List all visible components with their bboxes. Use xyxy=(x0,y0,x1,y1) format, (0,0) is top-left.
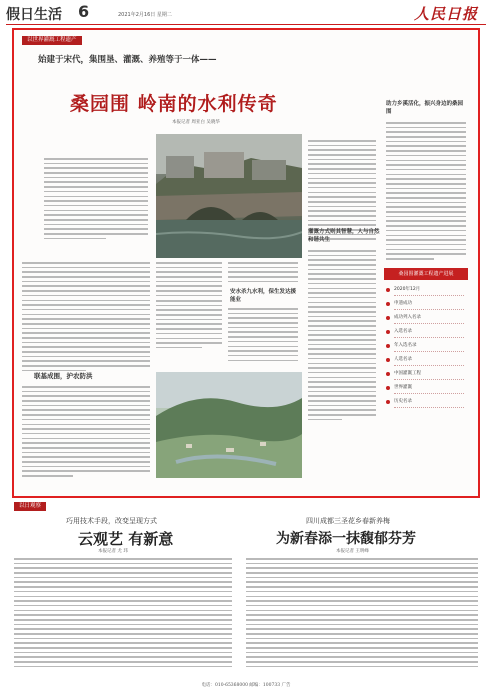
timeline-item: 成功列入名录 xyxy=(394,312,464,324)
timeline-item: 申遗成功 xyxy=(394,298,464,310)
timeline-dot xyxy=(386,400,390,404)
date-line: 2021年2月16日 星期二 xyxy=(118,12,172,18)
column-1-subhead: 联基成围，护农防洪 xyxy=(34,372,93,380)
column-4-text xyxy=(386,122,466,263)
timeline-item: 历史名录 xyxy=(394,396,464,408)
column-2-subhead: 安水杀九水利，保生发达援能业 xyxy=(230,289,297,303)
section-name: 假日生活 xyxy=(6,7,62,23)
lower-right-byline: 本报记者 王明峰 xyxy=(336,549,369,554)
column-2-text xyxy=(156,262,222,300)
main-photo xyxy=(156,134,302,258)
landscape-illustration xyxy=(156,372,302,478)
timeline-item: 年入选名录 xyxy=(394,340,464,352)
timeline-dot xyxy=(386,358,390,362)
header-rule xyxy=(6,24,486,25)
lower-left-subtitle: 巧用技术手段，改变呈现方式 xyxy=(66,517,157,525)
lower-left-title: 云观艺 有新意 xyxy=(78,530,174,548)
bridge-illustration xyxy=(156,134,302,258)
feature-title: 桑园围 岭南的水利传奇 xyxy=(70,93,278,115)
timeline-dot xyxy=(386,372,390,376)
column-4-subhead: 助力乡溪活化，振兴身边的桑园围 xyxy=(386,101,464,115)
column-3b-text xyxy=(308,250,376,423)
timeline-dot xyxy=(386,386,390,390)
timeline-title: 桑园围灌溉工程遗产进展 xyxy=(384,268,468,280)
aerial-photo xyxy=(156,372,302,478)
timeline-dot xyxy=(386,288,390,292)
timeline-item: 中国灌溉工程 xyxy=(394,368,464,380)
intro-paragraph xyxy=(44,158,148,242)
page-number: 6 xyxy=(78,2,90,21)
timeline-dot xyxy=(386,302,390,306)
newspaper-logo: 人民日报 xyxy=(413,5,478,23)
lower-left-text xyxy=(14,558,232,671)
timeline-item: 人选名录 xyxy=(394,354,464,366)
timeline-dot xyxy=(386,316,390,320)
lower-kicker: 以日观察 xyxy=(14,502,46,511)
lower-right-title: 为新春添一抹馥郁芬芳 xyxy=(276,531,416,547)
column-1-text-b xyxy=(22,386,150,480)
lower-right-text xyxy=(246,558,478,671)
column-2c-text xyxy=(228,308,298,364)
feature-kicker: 以世界灌溉工程遗产 xyxy=(22,36,82,45)
feature-subtitle: 始建于宋代，集围垦、灌溉、养殖等于一体—— xyxy=(38,55,217,65)
column-1-text xyxy=(22,262,150,375)
feature-byline: 本报记者 周亚白 吴晓华 xyxy=(172,120,220,125)
timeline-item: 入选名录 xyxy=(394,326,464,338)
timeline-dot xyxy=(386,330,390,334)
timeline-dot xyxy=(386,344,390,348)
lower-right-subtitle: 四川成都三圣花乡春新养梅 xyxy=(306,517,390,525)
timeline-item: 世界灌溉 xyxy=(394,382,464,394)
column-3-subhead: 灌溉方式则其智慧，人与自然和谐共生 xyxy=(308,229,380,243)
lower-left-byline: 本报记者 尤 玮 xyxy=(98,549,128,554)
footer-line: 电话：010-65368000 邮编：100733 广告 xyxy=(201,683,291,688)
column-2b-text xyxy=(228,262,298,285)
column-2d-text xyxy=(156,300,222,352)
timeline-item: 2020年12月 xyxy=(394,284,464,296)
